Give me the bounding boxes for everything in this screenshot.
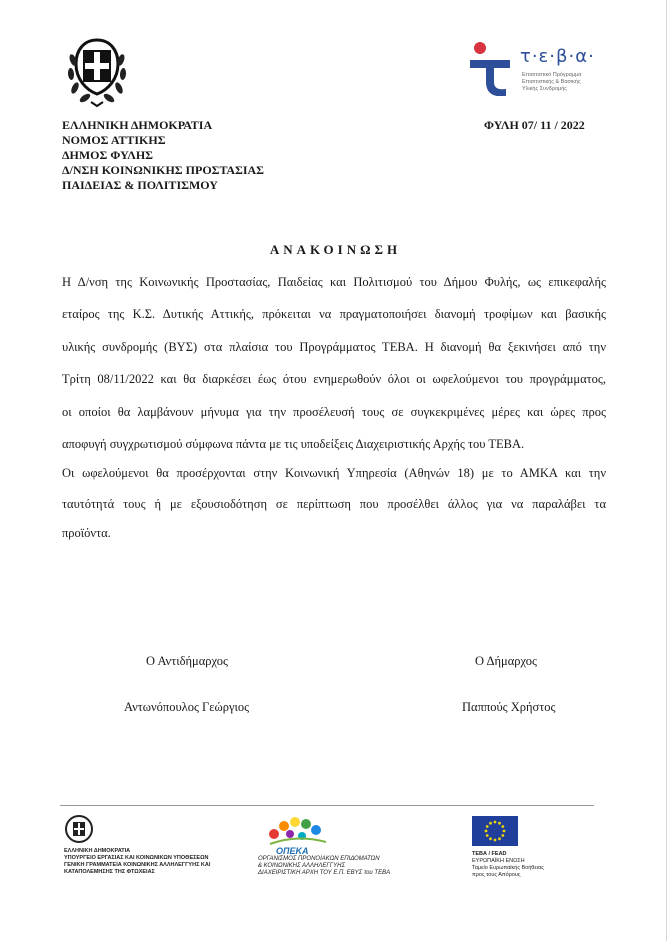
announcement-line: ταυτότητά τους ή με εξουσιοδότηση σε περίπτωση που προσέλθει άλλος για να παραλάβει τα (62, 497, 606, 511)
authority-line: ΔΗΜΟΣ ΦΥΛΗΣ (62, 148, 153, 162)
greek-coat-of-arms-icon (64, 34, 130, 108)
authority-line: ΝΟΜΟΣ ΑΤΤΙΚΗΣ (62, 133, 166, 147)
mayor-role: Ο Δήμαρχος (475, 654, 537, 668)
announcement-line: αποφυγή συγχρωτισμού σύμφωνα πάντα με τις υποδείξεις Διαχειριστικής Αρχής του ΤΕΒΑ. (62, 437, 525, 451)
authority-line: Δ/ΝΣΗ ΚΟΙΝΩΝΙΚΗΣ ΠΡΟΣΤΑΣΙΑΣ (62, 163, 265, 177)
place-date: ΦΥΛΗ 07/ 11 / 2022 (484, 118, 585, 132)
deputy-mayor-name: Αντωνόπουλος Γεώργιος (124, 700, 250, 714)
authority-line: ΕΛΛΗΝΙΚΗ ΔΗΜΟΚΡΑΤΙΑ (62, 118, 213, 132)
page-edge-line (666, 0, 667, 941)
footer-fead-text: ΤΕΒΑ / FEAD ΕΥΡΩΠΑΪΚΗ ΕΝΩΣΗ Ταμείο Ευρωπαϊκής Βοήθειας προς τους Απόρους (472, 851, 544, 878)
authority-line: ΠΑΙΔΕΙΑΣ & ΠΟΛΙΤΙΣΜΟΥ (62, 178, 218, 192)
authority-header (62, 118, 264, 193)
announcement-line: υλικής συνδρομής (ΒΥΣ) στα πλαίσια του Προγράμματος ΤΕΒΑ. Η διανομή θα ξεκινήσει από την (62, 340, 606, 354)
teba-mark-icon (466, 40, 514, 96)
teba-logo (466, 40, 606, 102)
announcement-line: Τρίτη 08/11/2022 και θα διαρκέσει έως ότου ενημερωθούν όλοι οι ωφελούμενοι του προγράμματος, (62, 372, 606, 386)
teba-subtitle: Επισιτιστικό Πρόγραμμα Επισιτιστικής & Βασικής Υλικής Συνδρομής (522, 72, 582, 92)
announcement-title: ΑΝΑΚΟΙΝΩΣΗ (269, 242, 402, 257)
announcement-line: Οι ωφελούμενοι θα προσέρχονται στην Κοινωνική Υπηρεσία (Αθηνών 18) με το ΑΜΚΑ και την (62, 466, 606, 480)
announcement-line: εταίρος της Κ.Σ. Δυτικής Αττικής, πρόκειται να πραγματοποιήσει διανομή τροφίμων και βασικής (62, 307, 606, 321)
footer-coat-of-arms-icon (64, 814, 94, 844)
teba-wordmark: τ·ε·β·α· (520, 46, 595, 67)
footer-divider (60, 805, 594, 806)
announcement-line: προϊόντα. (62, 526, 111, 540)
mayor-name: Παππούς Χρήστος (462, 700, 556, 714)
deputy-mayor-role: Ο Αντιδήμαρχος (146, 654, 228, 668)
footer-ministry-text: ΕΛΛΗΝΙΚΗ ΔΗΜΟΚΡΑΤΙΑ ΥΠΟΥΡΓΕΙΟ ΕΡΓΑΣΙΑΣ ΚΑΙ ΚΟΙΝΩΝΙΚΩΝ ΥΠΟΘΕΣΕΩΝ ΓΕΝΙΚΗ ΓΡΑΜΜΑΤΕΙΑ ΚΟΙΝΩΝΙΚΗΣ ΑΛΛΗΛΕΓΓΥΗΣ ΚΑΙ ΚΑΤΑΠΟΛΕΜΗΣΗΣ ΤΗΣ ΦΤΩΧΕΙΑΣ (64, 848, 211, 875)
announcement-line: οι οποίοι θα λαμβάνουν μήνυμα για την προσέλευσή τους σε συγκεκριμένες μέρες και ώρες προς (62, 405, 606, 419)
announcement-line: Η Δ/νση της Κοινωνικής Προστασίας, Παιδείας και Πολιτισμού του Δήμου Φυλής, ως επικεφαλής (62, 275, 606, 289)
opeka-logo-icon (262, 812, 332, 848)
eu-flag-icon (472, 816, 518, 846)
opeka-wordmark: ΟΠΕΚΑ (276, 846, 309, 856)
footer-opeka-text: ΟΡΓΑΝΙΣΜΟΣ ΠΡΟΝΟΙΑΚΩΝ ΕΠΙΔΟΜΑΤΩΝ & ΚΟΙΝΩΝΙΚΗΣ ΑΛΛΗΛΕΓΓΥΗΣ ΔΙΑΧΕΙΡΙΣΤΙΚΗ ΑΡΧΗ ΤΟΥ Ε.Π. ΕΒΥΣ του ΤΕΒΑ (258, 856, 391, 876)
